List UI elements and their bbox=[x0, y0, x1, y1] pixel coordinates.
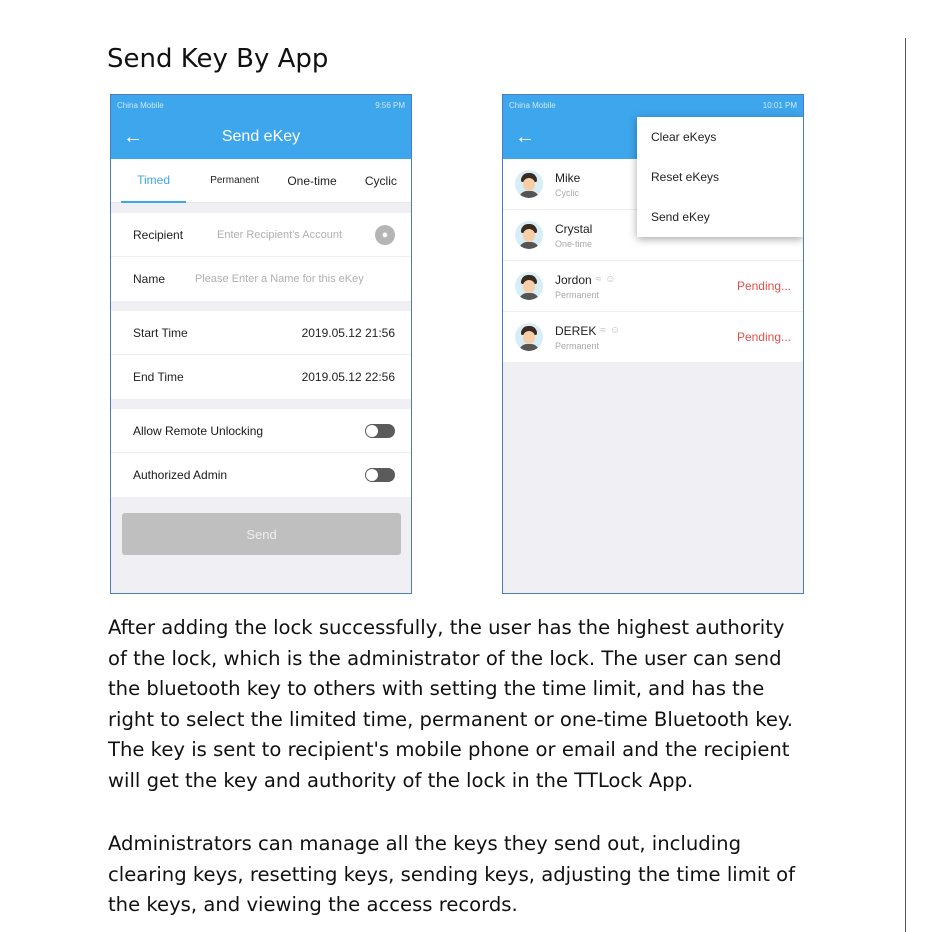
recipient-input[interactable]: Enter Recipient's Account bbox=[217, 228, 343, 241]
tab-timed[interactable]: Timed bbox=[121, 159, 186, 203]
tab-cyclic[interactable]: Cyclic bbox=[364, 173, 397, 188]
page-title: Send Key By App bbox=[107, 44, 329, 74]
arrow-left-icon[interactable]: ← bbox=[123, 126, 143, 148]
key-type: Cyclic bbox=[555, 187, 579, 198]
person-outline-icon: ☺ bbox=[605, 274, 616, 285]
ekey-list-screen bbox=[502, 94, 804, 594]
avatar bbox=[515, 170, 543, 198]
remote-unlock-toggle[interactable] bbox=[365, 424, 395, 438]
end-time-label: End Time bbox=[133, 370, 184, 384]
send-ekey-screen bbox=[110, 94, 412, 594]
menu-item-send-ekey[interactable]: Send eKey bbox=[651, 210, 710, 224]
carrier-label: China Mobile bbox=[117, 100, 164, 110]
carrier-label: China Mobile bbox=[509, 100, 556, 110]
contact-person-icon[interactable]: ● bbox=[375, 225, 395, 245]
wifi-signal-icon: ≈ bbox=[600, 325, 606, 336]
recipient-label: Recipient bbox=[133, 227, 184, 242]
tab-permanent[interactable]: Permanent bbox=[210, 175, 260, 186]
key-name: Crystal bbox=[555, 221, 593, 236]
avatar bbox=[515, 323, 543, 351]
end-time-row[interactable] bbox=[111, 355, 411, 399]
description-paragraph: After adding the lock successfully, the user has the highest authority of the lock, which is the administrator of the lock. The user can send the bluetooth key to others with setting the time limit, and has the right to select the limited time, permanent or one-time Bluetooth key. The key is sent to recipient's mobile phone or email and the recipient will get the key and authority of the lock in the TTLock App. bbox=[108, 616, 794, 792]
options-group bbox=[111, 409, 411, 497]
wifi-signal-icon: ≈ bbox=[595, 274, 602, 285]
key-type: Permanent bbox=[555, 340, 600, 351]
start-time-row[interactable] bbox=[111, 311, 411, 355]
send-button[interactable]: Send bbox=[122, 513, 401, 555]
authorized-admin-toggle[interactable] bbox=[365, 468, 395, 482]
key-name: Mike bbox=[555, 170, 581, 185]
pending-status: Pending... bbox=[736, 279, 791, 293]
menu-item-clear-ekeys[interactable]: Clear eKeys bbox=[651, 130, 717, 144]
avatar bbox=[515, 272, 543, 300]
avatar bbox=[515, 221, 543, 249]
overflow-menu bbox=[637, 117, 803, 237]
key-type-tabs bbox=[111, 159, 411, 203]
remote-unlock-row bbox=[111, 409, 411, 453]
key-name: DEREK bbox=[555, 323, 597, 338]
name-label: Name bbox=[133, 272, 166, 286]
pending-status: Pending... bbox=[736, 330, 791, 344]
key-type: Permanent bbox=[555, 289, 600, 300]
status-bar bbox=[111, 95, 411, 115]
name-row bbox=[111, 257, 411, 301]
clock-label: 10:01 PM bbox=[762, 100, 797, 110]
key-type: One-time bbox=[555, 238, 593, 249]
remote-unlock-label: Allow Remote Unlocking bbox=[133, 423, 264, 438]
menu-item-reset-ekeys[interactable]: Reset eKeys bbox=[651, 170, 720, 184]
tab-one-time[interactable]: One-time bbox=[287, 173, 337, 188]
list-item[interactable] bbox=[503, 261, 803, 312]
name-input[interactable]: Please Enter a Name for this eKey bbox=[195, 273, 364, 285]
status-bar bbox=[503, 95, 803, 115]
arrow-left-icon[interactable]: ← bbox=[515, 126, 535, 148]
clock-label: 9:56 PM bbox=[375, 100, 405, 110]
end-time-value[interactable]: 2019.05.12 22:56 bbox=[301, 370, 395, 384]
admin-paragraph: Administrators can manage all the keys they send out, including clearing keys, resetting keys, sending keys, adjusting the time limit of the keys, and viewing the access records. bbox=[108, 832, 796, 917]
key-name: Jordon bbox=[555, 272, 592, 287]
time-group bbox=[111, 311, 411, 399]
person-outline-icon: ☺ bbox=[609, 325, 621, 336]
recipient-group bbox=[111, 213, 411, 301]
start-time-label: Start Time bbox=[133, 325, 188, 340]
recipient-row bbox=[111, 213, 411, 257]
right-margin-rule bbox=[905, 38, 906, 932]
authorized-admin-label: Authorized Admin bbox=[133, 468, 228, 482]
list-item[interactable] bbox=[503, 312, 803, 363]
app-bar bbox=[111, 115, 411, 159]
app-bar-title: Send eKey bbox=[221, 128, 301, 145]
authorized-admin-row bbox=[111, 453, 411, 497]
start-time-value[interactable]: 2019.05.12 21:56 bbox=[301, 325, 395, 340]
